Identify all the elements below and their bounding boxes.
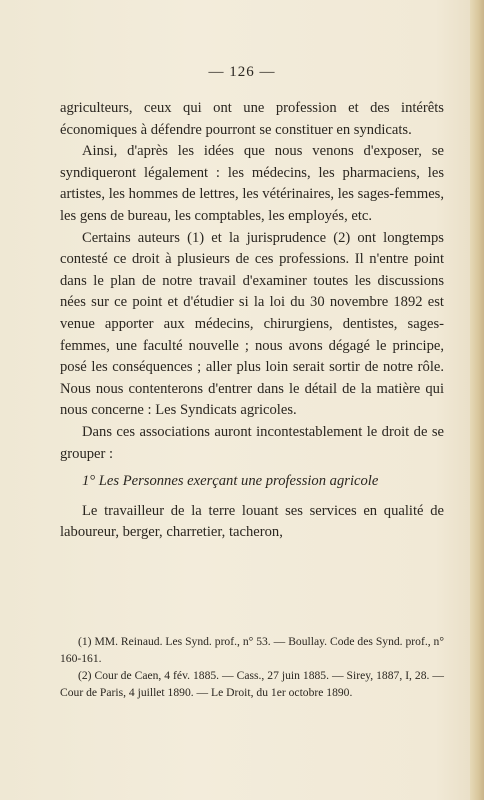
footnote-1: (1) MM. Reinaud. Les Synd. prof., n° 53. — Boullay. Code des Synd. prof., n° 160-161. [60, 635, 444, 665]
main-text [60, 98, 444, 544]
paragraph-2: Ainsi, d'après les idées que nous venons d'exposer, se syndiqueront légalement : les médecins, les pharmaciens, les artistes, les hommes de lettres, les vétérinaires, les sages-femmes, les gens de bureau, les comptables, les employés, etc. [60, 143, 444, 224]
paragraph-4: Dans ces associations auront incontestablement le droit de se grouper : [60, 423, 444, 462]
page-number: — 126 — [208, 64, 276, 80]
page-edge [470, 0, 484, 800]
section-heading: 1° Les Personnes exerçant une profession agricole [82, 473, 379, 490]
paragraph-3: Certains auteurs (1) et la jurisprudence (2) ont longtemps contesté ce droit à plusieurs de ces professions. Il n'entre point dans le plan de notre travail d'examiner toutes les discussions nées sur ce point et d'étudier si la loi du 30 novembre 1892 est venue apporter aux médecins, chirurgiens, dentistes, sages-femmes, une faculté nouvelle ; nous avons dégagé le principe, posé les conséquences ; aller plus loin serait sortir de notre rôle. Nous nous contenterons d'entrer dans le détail de la matière qui nous concerne : Les Syndicats agricoles. [60, 229, 444, 419]
footnotes [60, 633, 444, 701]
paragraph-5: Le travailleur de la terre louant ses services en qualité de laboureur, berger, charretier, tacheron, [60, 502, 444, 541]
paragraph-1: agriculteurs, ceux qui ont une profession et des intérêts économiques à défendre pourront se constituer en syndicats. [60, 100, 444, 138]
footnote-2: (2) Cour de Caen, 4 fév. 1885. — Cass., 27 juin 1885. — Sirey, 1887, I, 28. — Cour de Paris, 4 juillet 1890. — Le Droit, du 1er octobre 1890. [60, 669, 444, 699]
